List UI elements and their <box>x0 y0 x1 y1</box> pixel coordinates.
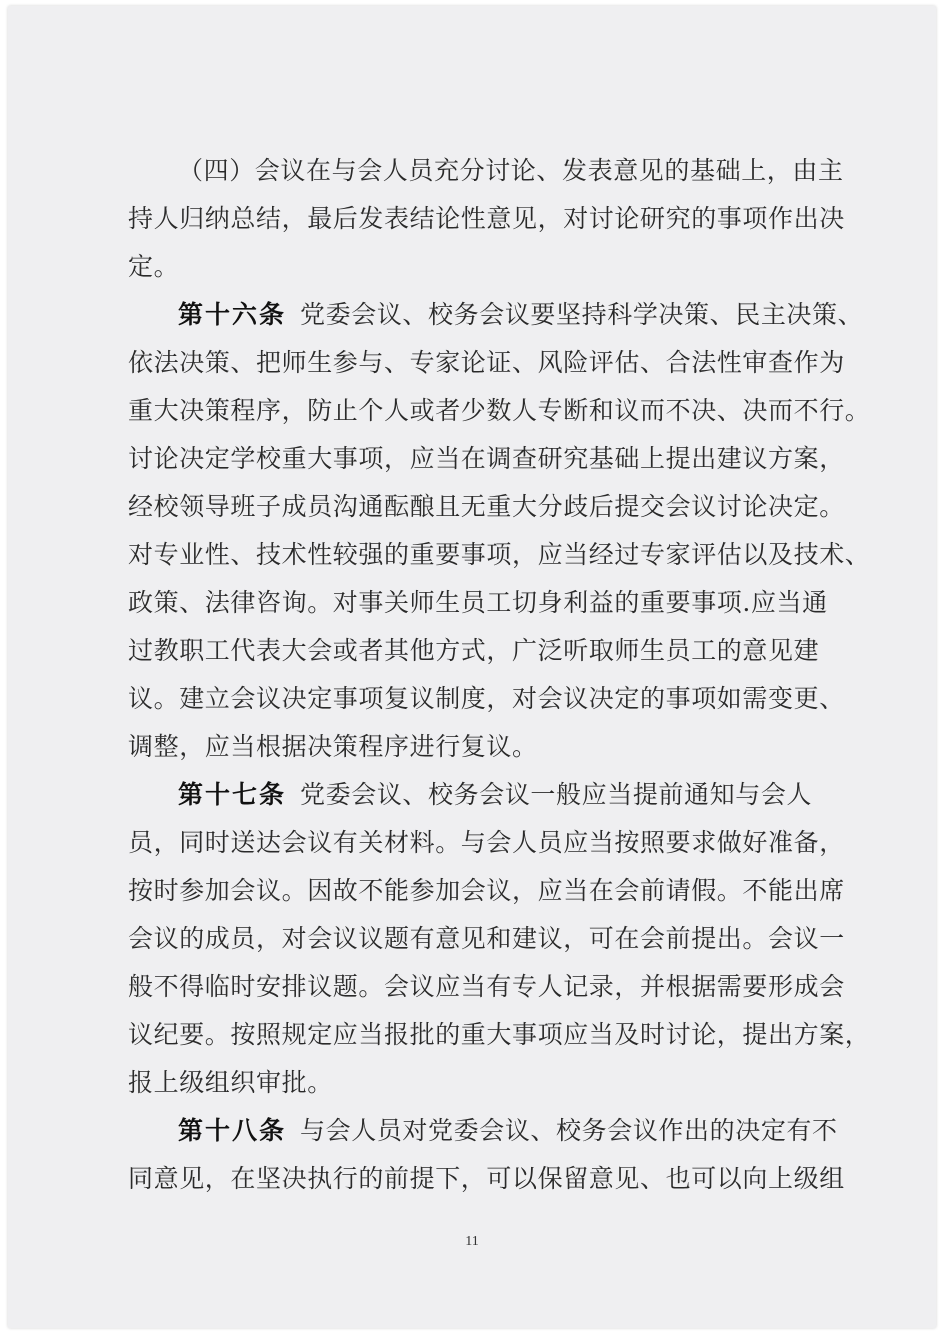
text-line: 员，同时送达会议有关材料。与会人员应当按照要求做好准备， <box>128 828 845 857</box>
text-line: 讨论决定学校重大事项，应当在调查研究基础上提出建议方案， <box>128 444 845 473</box>
text-line: 调整，应当根据决策程序进行复议。 <box>128 732 538 761</box>
page-number: 11 <box>465 1234 479 1249</box>
text-line: （四）会议在与会人员充分讨论、发表意见的基础上，由主 <box>178 156 844 185</box>
text-line: 党委会议、校务会议一般应当提前通知与会人 <box>300 780 813 809</box>
text-line: 依法决策、把师生参与、专家论证、风险评估、合法性审查作为 <box>128 348 845 377</box>
text-line: 议。建立会议决定事项复议制度，对会议决定的事项如需变更、 <box>128 684 845 713</box>
text-line: 重大决策程序，防止个人或者少数人专断和议而不决、决而不行。 <box>128 396 871 425</box>
text-line: 同意见，在坚决执行的前提下，可以保留意见、也可以向上级组 <box>128 1164 845 1193</box>
document-page <box>8 6 936 1328</box>
text-line: 对专业性、技术性较强的重要事项，应当经过专家评估以及技术、 <box>128 540 871 569</box>
text-line: 般不得临时安排议题。会议应当有专人记录，并根据需要形成会 <box>128 972 845 1001</box>
article-18-first-line <box>178 1113 838 1149</box>
article-17-first-line <box>178 777 830 813</box>
text-line: 党委会议、校务会议要坚持科学决策、民主决策、 <box>300 300 864 329</box>
text-line: 定。 <box>128 252 180 281</box>
text-line: 与会人员对党委会议、校务会议作出的决定有不 <box>300 1116 838 1145</box>
article-heading: 第十六条 <box>178 300 287 329</box>
article-heading: 第十八条 <box>178 1116 287 1145</box>
text-line: 持人归纳总结，最后发表结论性意见，对讨论研究的事项作出决 <box>128 204 845 233</box>
text-line: 过教职工代表大会或者其他方式，广泛听取师生员工的意见建 <box>128 636 820 665</box>
text-line: 经校领导班子成员沟通酝酿且无重大分歧后提交会议讨论决定。 <box>128 492 845 521</box>
article-16-first-line <box>178 297 864 333</box>
text-line: 会议的成员，对会议议题有意见和建议，可在会前提出。会议一 <box>128 924 845 953</box>
article-heading: 第十七条 <box>178 780 287 809</box>
text-line: 报上级组织审批。 <box>128 1068 333 1097</box>
text-line: 议纪要。按照规定应当报批的重大事项应当及时讨论，提出方案， <box>128 1020 871 1049</box>
text-line: 政策、法律咨询。对事关师生员工切身利益的重要事项.应当通 <box>128 588 828 617</box>
text-line: 按时参加会议。因故不能参加会议，应当在会前请假。不能出席 <box>128 876 845 905</box>
